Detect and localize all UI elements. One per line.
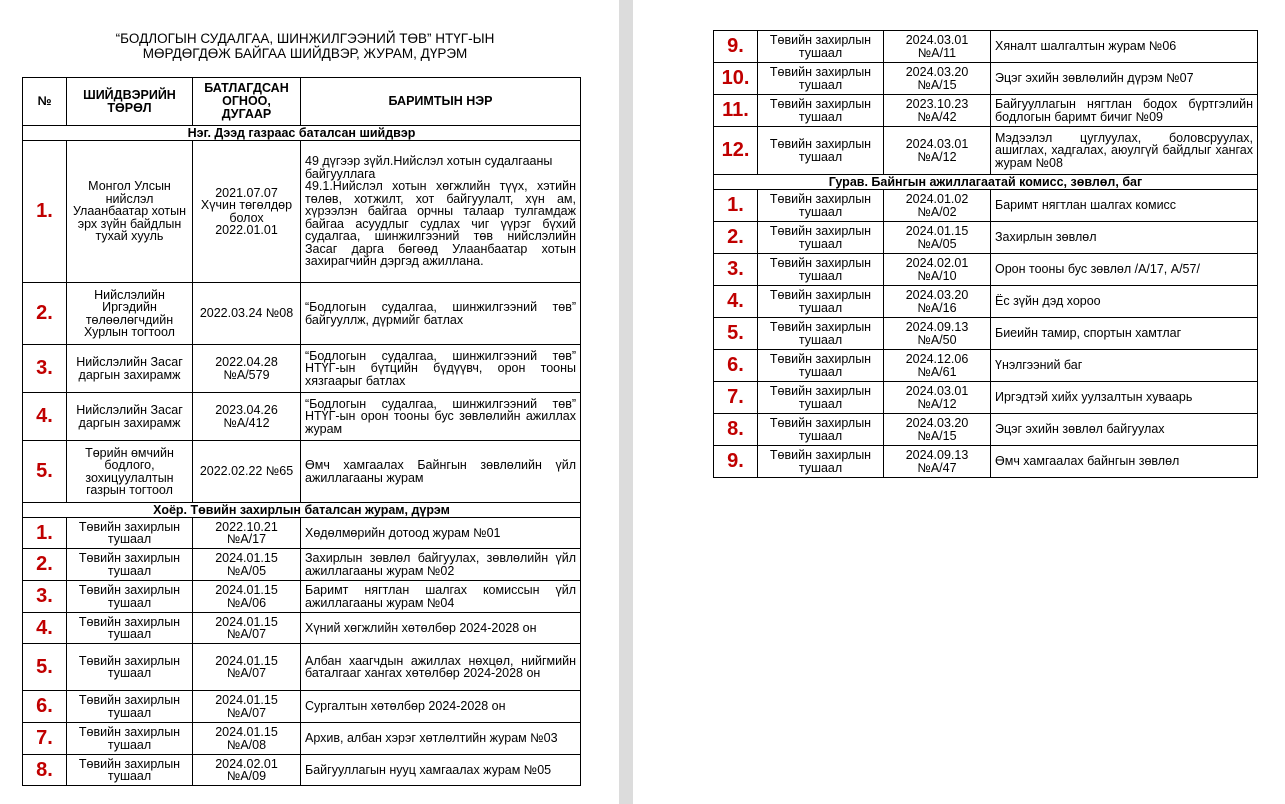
table-row xyxy=(23,141,581,283)
table-row xyxy=(23,441,581,503)
table-row xyxy=(23,723,581,755)
document-name: Албан хаагчдын ажиллах нөхцөл, нийгмийн баталгааг хангах хөтөлбөр 2024-2028 он xyxy=(301,644,581,691)
decision-type: Төвийн захирлын тушаал xyxy=(67,518,193,549)
decision-type: Монгол Улсын нийслэл Улаанбаатар хотын эрх зүйн байдлын тухай хууль xyxy=(67,141,193,283)
table-row xyxy=(714,127,1258,175)
decision-type: Төвийн захирлын тушаал xyxy=(758,414,884,446)
decision-type: Төрийн өмчийн бодлого, зохицуулалтын газрын тогтоол xyxy=(67,441,193,503)
document-page-1 xyxy=(0,0,619,804)
approval-date-number: 2024.03.01 №А/12 xyxy=(884,382,991,414)
document-name: Хүний хөгжлийн хөтөлбөр 2024-2028 он xyxy=(301,613,581,644)
document-name: Байгууллагын нягтлан бодох бүртгэлийн бодлогын баримт бичиг №09 xyxy=(991,95,1258,127)
table-row xyxy=(23,345,581,393)
row-number: 1. xyxy=(714,190,758,222)
table-row xyxy=(23,613,581,644)
table-header-row xyxy=(23,78,581,126)
approval-date-number: 2023.10.23 №А/42 xyxy=(884,95,991,127)
row-number: 2. xyxy=(23,283,67,345)
approval-date-number: 2024.03.01 №А/12 xyxy=(884,127,991,175)
document-name: “Бодлогын судалгаа, шинжилгээний төв” байгууллж, дүрмийг батлах xyxy=(301,283,581,345)
row-number: 4. xyxy=(23,613,67,644)
decision-type: Төвийн захирлын тушаал xyxy=(67,691,193,723)
decision-type: Төвийн захирлын тушаал xyxy=(67,549,193,581)
table-row xyxy=(23,518,581,549)
document-name: Биеийн тамир, спортын хамтлаг xyxy=(991,318,1258,350)
document-name: Хяналт шалгалтын журам №06 xyxy=(991,31,1258,63)
row-number: 7. xyxy=(23,723,67,755)
row-number: 11. xyxy=(714,95,758,127)
approval-date-number: 2024.03.01 №А/11 xyxy=(884,31,991,63)
table-row xyxy=(23,644,581,691)
approval-date-number: 2024.03.20 №А/15 xyxy=(884,63,991,95)
decision-type: Төвийн захирлын тушаал xyxy=(758,318,884,350)
approval-date-number: 2024.01.15 №А/07 xyxy=(193,644,301,691)
document-name: Мэдээлэл цуглуулах, боловсруулах, ашиглах, хадгалах, аюулгүй байдлыг хангах журам №08 xyxy=(991,127,1258,175)
document-name: Баримт нягтлан шалгах комисс xyxy=(991,190,1258,222)
table-row xyxy=(23,283,581,345)
approval-date-number: 2022.04.28 №А/579 xyxy=(193,345,301,393)
document-name: Архив, албан хэрэг хөтлөлтийн журам №03 xyxy=(301,723,581,755)
table-row xyxy=(714,95,1258,127)
row-number: 5. xyxy=(23,441,67,503)
row-number: 3. xyxy=(23,345,67,393)
decision-type: Төвийн захирлын тушаал xyxy=(67,755,193,786)
table-row xyxy=(714,63,1258,95)
document-name: Баримт нягтлан шалгах комиссын үйл ажиллагааны журам №04 xyxy=(301,581,581,613)
document-page-2 xyxy=(633,0,1285,804)
approval-date-number: 2024.02.01 №А/10 xyxy=(884,254,991,286)
row-number: 9. xyxy=(714,31,758,63)
section-heading: Нэг. Дээд газраас баталсан шийдвэр xyxy=(23,126,581,141)
document-name: Эцэг эхийн зөвлөлийн дүрэм №07 xyxy=(991,63,1258,95)
decision-type: Төвийн захирлын тушаал xyxy=(67,613,193,644)
decision-type: Төвийн захирлын тушаал xyxy=(758,286,884,318)
decision-type: Нийслэлийн Засаг даргын захирамж xyxy=(67,393,193,441)
section-heading: Гурав. Байнгын ажиллагаатай комисс, зөвлөл, баг xyxy=(714,175,1258,190)
header-type: ШИЙДВЭРИЙН ТӨРӨЛ xyxy=(67,78,193,126)
document-name: Өмч хамгаалах Байнгын зөвлөлийн үйл ажиллагааны журам xyxy=(301,441,581,503)
decision-type: Төвийн захирлын тушаал xyxy=(758,254,884,286)
approval-date-number: 2024.09.13 №А/50 xyxy=(884,318,991,350)
table-row xyxy=(714,31,1258,63)
table-row xyxy=(23,755,581,786)
document-name: Захирлын зөвлөл байгуулах, зөвлөлийн үйл ажиллагааны журам №02 xyxy=(301,549,581,581)
decision-type: Төвийн захирлын тушаал xyxy=(758,350,884,382)
header-name: БАРИМТЫН НЭР xyxy=(301,78,581,126)
table-row xyxy=(23,581,581,613)
document-name: Эцэг эхийн зөвлөл байгуулах xyxy=(991,414,1258,446)
title-line-2: МӨРДӨГДӨЖ БАЙГАА ШИЙДВЭР, ЖУРАМ, ДҮРЭМ xyxy=(142,46,468,61)
document-name: Сургалтын хөтөлбөр 2024-2028 он xyxy=(301,691,581,723)
decision-type: Төвийн захирлын тушаал xyxy=(67,723,193,755)
title-line-1: “БОДЛОГЫН СУДАЛГАА, ШИНЖИЛГЭЭНИЙ ТӨВ” НТҮГ-ЫН xyxy=(115,31,495,46)
row-number: 1. xyxy=(23,518,67,549)
document-title xyxy=(30,31,580,61)
decision-type: Төвийн захирлын тушаал xyxy=(758,127,884,175)
decision-type: Төвийн захирлын тушаал xyxy=(758,446,884,478)
row-number: 6. xyxy=(714,350,758,382)
documents-table-part-1 xyxy=(22,77,581,786)
document-name-body: 49.1.Нийслэл хотын хөгжлийн түүх, хэтийн төлөв, хотжилт, хот байгуулалт, хүн ам, хүрээлэн байгаа орчны талаар тулгамдаж байгаа асуудлыг судлах чиг үүрэг бүхий судалгаа, шинжилгээний төв нийслэлийн Засаг дарга бөгөөд Улаанбаатар хотын захирагчийн дэргэд ажиллана. xyxy=(305,179,576,269)
document-name-heading: 49 дүгээр зүйл.Нийслэл хотын судалгааны байгууллага xyxy=(305,154,553,181)
approval-date-number: 2024.12.06 №А/61 xyxy=(884,350,991,382)
decision-type: Төвийн захирлын тушаал xyxy=(758,190,884,222)
header-no: № xyxy=(23,78,67,126)
approval-date-number: 2024.01.15 №А/05 xyxy=(193,549,301,581)
approval-date-number: 2024.01.15 №А/07 xyxy=(193,613,301,644)
document-name: Орон тооны бус зөвлөл /А/17, А/57/ xyxy=(991,254,1258,286)
row-number: 2. xyxy=(714,222,758,254)
row-number: 5. xyxy=(23,644,67,691)
decision-type: Төвийн захирлын тушаал xyxy=(67,581,193,613)
approval-date-number: 2021.07.07 Хүчин төгөлдөр болох 2022.01.01 xyxy=(193,141,301,283)
decision-type: Төвийн захирлын тушаал xyxy=(758,31,884,63)
decision-type: Нийслэлийн Засаг даргын захирамж xyxy=(67,345,193,393)
decision-type: Төвийн захирлын тушаал xyxy=(758,63,884,95)
table-row xyxy=(714,446,1258,478)
approval-date-number: 2024.03.20 №А/15 xyxy=(884,414,991,446)
row-number: 8. xyxy=(23,755,67,786)
table-row xyxy=(23,393,581,441)
document-name: “Бодлогын судалгаа, шинжилгээний төв” НТҮГ-ын орон тооны бус зөвлөлийн ажиллах журам xyxy=(301,393,581,441)
table-row xyxy=(714,254,1258,286)
table-row xyxy=(23,691,581,723)
table-row xyxy=(714,286,1258,318)
decision-type: Төвийн захирлын тушаал xyxy=(758,95,884,127)
document-name: Үнэлгээний баг xyxy=(991,350,1258,382)
section-row xyxy=(23,503,581,518)
row-number: 3. xyxy=(714,254,758,286)
approval-date-number: 2024.01.15 №А/06 xyxy=(193,581,301,613)
document-name: Ёс зүйн дэд хороо xyxy=(991,286,1258,318)
row-number: 6. xyxy=(23,691,67,723)
approval-date-number: 2022.10.21 №А/17 xyxy=(193,518,301,549)
approval-date-number: 2024.03.20 №А/16 xyxy=(884,286,991,318)
decision-type: Төвийн захирлын тушаал xyxy=(758,222,884,254)
decision-type: Нийслэлийн Иргэдийн төлөөлөгчдийн Хурлын тогтоол xyxy=(67,283,193,345)
row-number: 4. xyxy=(714,286,758,318)
row-number: 5. xyxy=(714,318,758,350)
section-row xyxy=(23,126,581,141)
header-date: БАТЛАГДСАН ОГНОО, ДУГААР xyxy=(193,78,301,126)
documents-table-part-2 xyxy=(713,30,1258,478)
decision-type: Төвийн захирлын тушаал xyxy=(758,382,884,414)
decision-type: Төвийн захирлын тушаал xyxy=(67,644,193,691)
section-row xyxy=(714,175,1258,190)
document-name: Байгууллагын нууц хамгаалах журам №05 xyxy=(301,755,581,786)
row-number: 9. xyxy=(714,446,758,478)
approval-date-number: 2024.09.13 №А/47 xyxy=(884,446,991,478)
document-name: Өмч хамгаалах байнгын зөвлөл xyxy=(991,446,1258,478)
approval-date-number: 2024.01.02 №А/02 xyxy=(884,190,991,222)
table-row xyxy=(714,350,1258,382)
row-number: 12. xyxy=(714,127,758,175)
section-heading: Хоёр. Төвийн захирлын баталсан журам, дүрэм xyxy=(23,503,581,518)
table-row xyxy=(714,222,1258,254)
table-row xyxy=(714,414,1258,446)
table-row xyxy=(714,190,1258,222)
document-name: Хөдөлмөрийн дотоод журам №01 xyxy=(301,518,581,549)
document-name: “Бодлогын судалгаа, шинжилгээний төв” НТҮГ-ын бүтцийн бүдүүвч, орон тооны хязгаарыг батлах xyxy=(301,345,581,393)
approval-date-number: 2024.02.01 №А/09 xyxy=(193,755,301,786)
row-number: 1. xyxy=(23,141,67,283)
row-number: 4. xyxy=(23,393,67,441)
document-name: Иргэдтэй хийх уулзалтын хуваарь xyxy=(991,382,1258,414)
row-number: 7. xyxy=(714,382,758,414)
approval-date-number: 2024.01.15 №А/05 xyxy=(884,222,991,254)
approval-date-number: 2022.02.22 №65 xyxy=(193,441,301,503)
approval-date-number: 2022.03.24 №08 xyxy=(193,283,301,345)
row-number: 8. xyxy=(714,414,758,446)
row-number: 3. xyxy=(23,581,67,613)
approval-date-number: 2024.01.15 №А/07 xyxy=(193,691,301,723)
row-number: 2. xyxy=(23,549,67,581)
table-row xyxy=(714,318,1258,350)
table-row xyxy=(714,382,1258,414)
document-name xyxy=(301,141,581,283)
row-number: 10. xyxy=(714,63,758,95)
approval-date-number: 2024.01.15 №А/08 xyxy=(193,723,301,755)
document-name: Захирлын зөвлөл xyxy=(991,222,1258,254)
table-row xyxy=(23,549,581,581)
approval-date-number: 2023.04.26 №А/412 xyxy=(193,393,301,441)
